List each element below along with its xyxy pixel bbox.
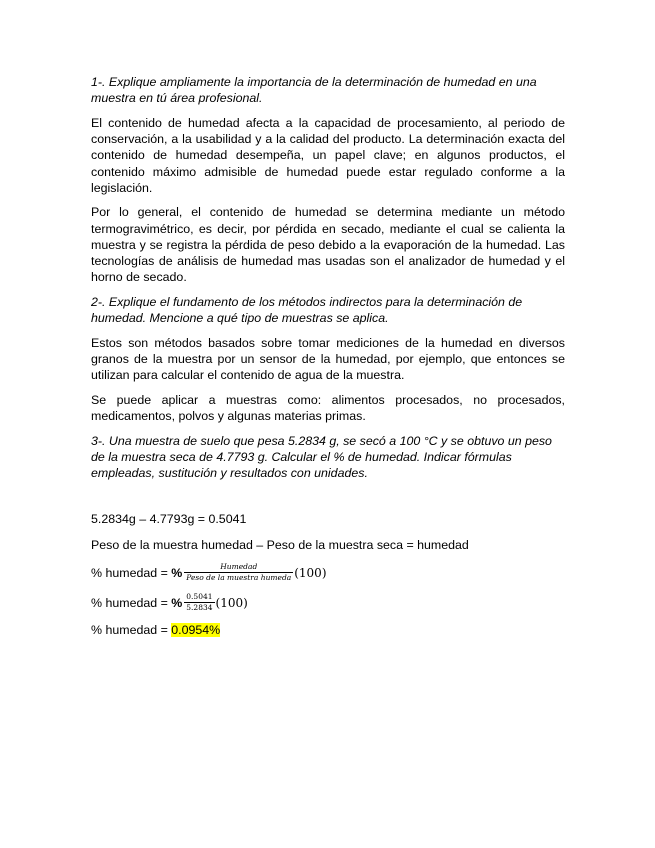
substitution-percent-sign: % bbox=[171, 595, 183, 610]
calc-subtraction: 5.2834g – 4.7793g = 0.5041 bbox=[91, 512, 247, 527]
formula-line bbox=[91, 562, 565, 584]
substitution-fraction bbox=[184, 593, 214, 612]
calculation-section bbox=[91, 511, 565, 638]
answer-1-paragraph-1: El contenido de humedad afecta a la capacidad de procesamiento, al periodo de conservación, a la usabilidad y a la calidad del producto. La determinación exacta del contenido de humedad desempeña, un papel clave; en algunos productos, el contenido máximo admisible de humedad puede estar regulado conforme a la legislación. bbox=[91, 115, 565, 195]
formula-numerator: Humedad bbox=[220, 562, 258, 572]
formula-multiplier: (100) bbox=[294, 565, 327, 580]
substitution-line bbox=[91, 592, 565, 614]
question-1: 1-. Explique ampliamente la importancia de la determinación de humedad en una muestra en tú área profesional. bbox=[91, 75, 537, 106]
formula-lhs: % humedad = bbox=[91, 565, 172, 580]
question-3: 3-. Una muestra de suelo que pesa 5.2834 g, se secó a 100 °C y se obtuvo un peso de la muestra seca de 4.7793 g. Calcular el % de humedad. Indicar fórmulas empleadas, sustitución y resultados con unidades. bbox=[91, 433, 552, 481]
formula-denominator: Peso de la muestra humeda bbox=[186, 573, 292, 583]
formula-percent-sign: % bbox=[171, 565, 183, 580]
calc-formula-text: Peso de la muestra humedad – Peso de la muestra seca = humedad bbox=[91, 537, 469, 552]
substitution-multiplier: (100) bbox=[215, 595, 248, 610]
substitution-numerator: 0.5041 bbox=[186, 592, 213, 602]
result-line bbox=[91, 622, 565, 638]
question-2: 2-. Explique el fundamento de los métodos indirectos para la determinación de humedad. Mencione a qué tipo de muestras se aplica. bbox=[91, 294, 523, 326]
substitution-lhs: % humedad = bbox=[91, 595, 172, 610]
result-value: 0.0954% bbox=[171, 622, 221, 637]
answer-2-paragraph-2: Se puede aplicar a muestras como: alimentos procesados, no procesados, medicamentos, polvos y algunas materias primas. bbox=[91, 392, 565, 424]
formula-fraction bbox=[184, 563, 293, 582]
result-lhs: % humedad = bbox=[91, 622, 172, 637]
substitution-denominator: 5.2834 bbox=[186, 603, 213, 613]
answer-2-paragraph-1: Estos son métodos basados sobre tomar mediciones de la humedad en diversos granos de la muestra por un sensor de la humedad, por ejemplo, que entonces se utilizan para calcular el contenido de agua de la muestra. bbox=[91, 335, 565, 383]
document-body bbox=[91, 74, 565, 647]
answer-1-paragraph-2: Por lo general, el contenido de humedad se determina mediante un método termogravimétrico, es decir, por pérdida en secado, mediante el cual se calienta la muestra y se registra la pérdida de peso debido a la evaporación de la humedad. Las tecnologías de análisis de humedad mas usadas son el analizador de humedad y el horno de secado. bbox=[91, 205, 565, 285]
